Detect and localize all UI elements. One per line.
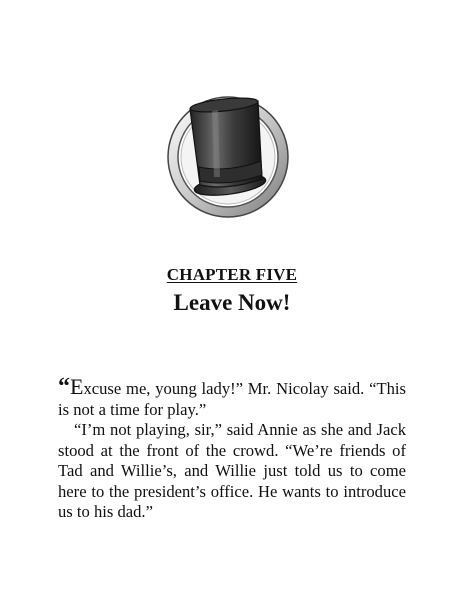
chapter-label: CHAPTER FIVE: [166, 265, 298, 284]
chapter-title: Leave Now!: [173, 290, 291, 315]
paragraph: “I’m not playing, sir,” said Annie as she and Jack stood at the front of the crowd. “We’re friends of Tad and Willie’s, and Willie just told us to come here to the president’s office. He wants to introduce us to his dad.”: [58, 420, 406, 521]
chapter-body: [58, 374, 406, 523]
initial-letter: E: [70, 374, 84, 399]
top-hat-icon: [166, 95, 290, 219]
paragraph: [58, 374, 406, 420]
paragraph-text: xcuse me, young lady!” Mr. Nicolay said. “This is not a time for play.”: [58, 379, 406, 419]
opening-quote: “: [58, 374, 70, 400]
